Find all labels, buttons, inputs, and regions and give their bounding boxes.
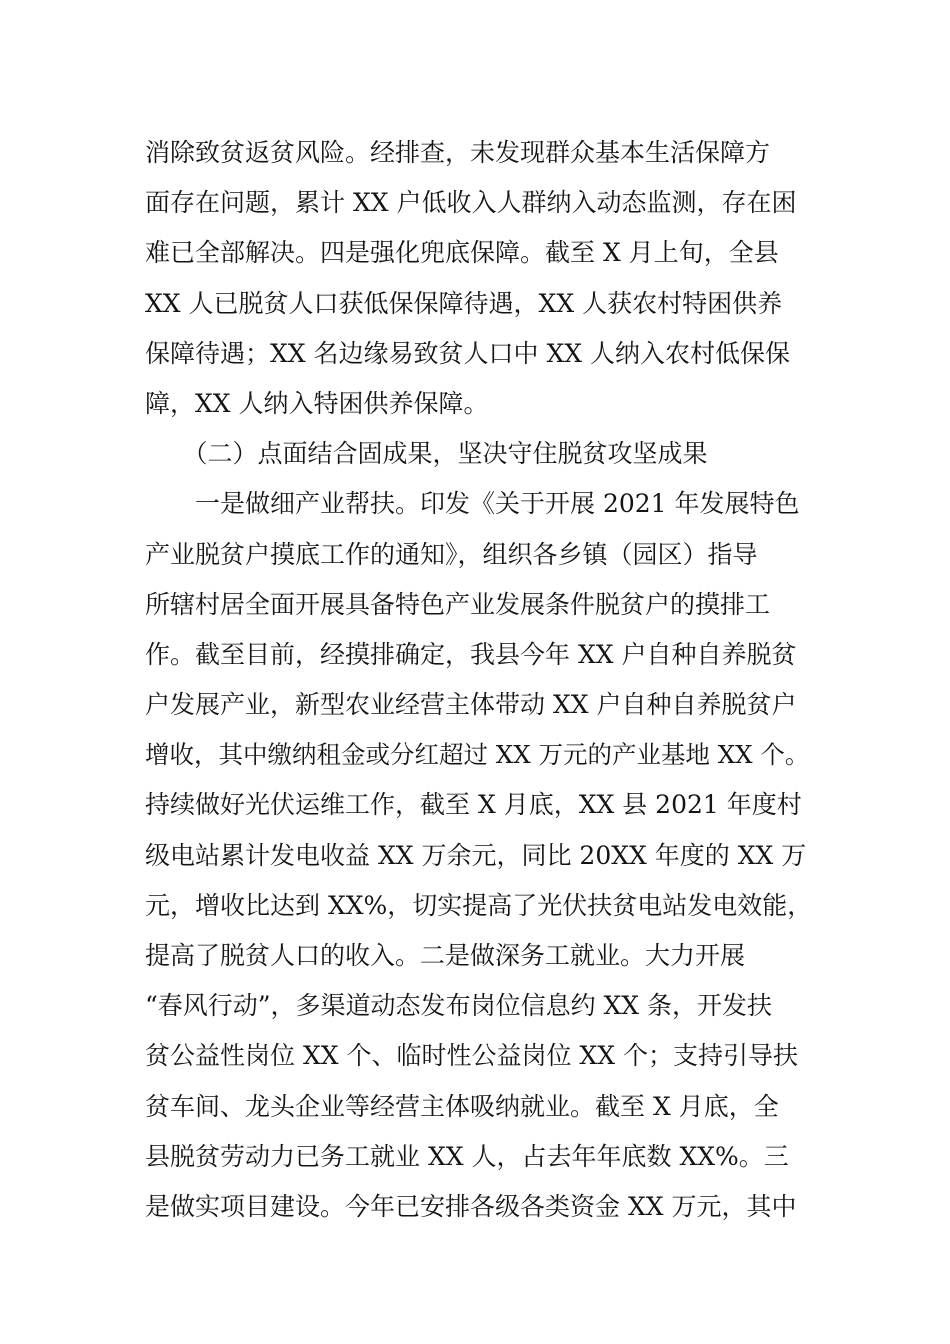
text-line-13: 增收，其中缴纳租金或分红超过 XX 万元的产业基地 XX 个。 [145, 740, 810, 770]
text-line-19: 贫公益性岗位 XX 个、临时性公益岗位 XX 个；支持引导扶 [145, 1041, 798, 1071]
text-line-5: 保障待遇；XX 名边缘易致贫人口中 XX 人纳入农村低保保 [145, 338, 791, 368]
text-line-17: 提高了脱贫人口的收入。二是做深务工就业。大力开展 [145, 941, 746, 970]
text-line-8: 一是做细产业帮扶。印发《关于开展 2021 年发展特色 [145, 489, 800, 519]
text-line-9: 产业脱贫户摸底工作的通知》，组织各乡镇（园区）指导 [145, 539, 758, 569]
text-line-1: 消除致贫返贫风险。经排查，未发现群众基本生活保障方 [145, 138, 771, 167]
text-line-20: 贫车间、龙头企业等经营主体吸纳就业。截至 X 月底，全 [145, 1091, 779, 1121]
text-line-10: 所辖村居全面开展具备特色产业发展条件脱贫户的摸排工 [145, 589, 771, 619]
text-line-12: 户发展产业，新型农业经营主体带动 XX 户自种自养脱贫户 [145, 690, 797, 720]
text-line-14: 持续做好光伏运维工作，截至 X 月底，XX 县 2021 年度村 [145, 790, 802, 820]
text-line-15: 级电站累计发电收益 XX 万余元，同比 20XX 年度的 XX 万 [145, 840, 807, 870]
document-body [145, 128, 815, 1232]
section-heading: （二）点面结合固成果，坚决守住脱贫攻坚成果 [145, 439, 708, 469]
text-line-18: “春风行动”，多渠道动态发布岗位信息约 XX 条，开发扶 [145, 991, 773, 1021]
text-line-22: 是做实项目建设。今年已安排各级各类资金 XX 万元，其中 [145, 1191, 797, 1221]
text-line-6: 障，XX 人纳入特困供养保障。 [145, 388, 489, 418]
text-line-3: 难已全部解决。四是强化兜底保障。截至 X 月上旬，全县 [145, 238, 779, 268]
text-line-21: 县脱贫劳动力已务工就业 XX 人，占去年年底数 XX%。三 [145, 1141, 789, 1171]
text-line-11: 作。截至目前，经摸排确定，我县今年 XX 户自种自养脱贫 [145, 639, 797, 669]
text-line-2: 面存在问题，累计 XX 户低收入人群纳入动态监测，存在困 [145, 188, 797, 218]
text-line-4: XX 人已脱贫人口获低保保障待遇，XX 人获农村特困供养 [145, 288, 783, 318]
text-line-16: 元，增收比达到 XX%，切实提高了光伏扶贫电站发电效能， [145, 890, 813, 920]
